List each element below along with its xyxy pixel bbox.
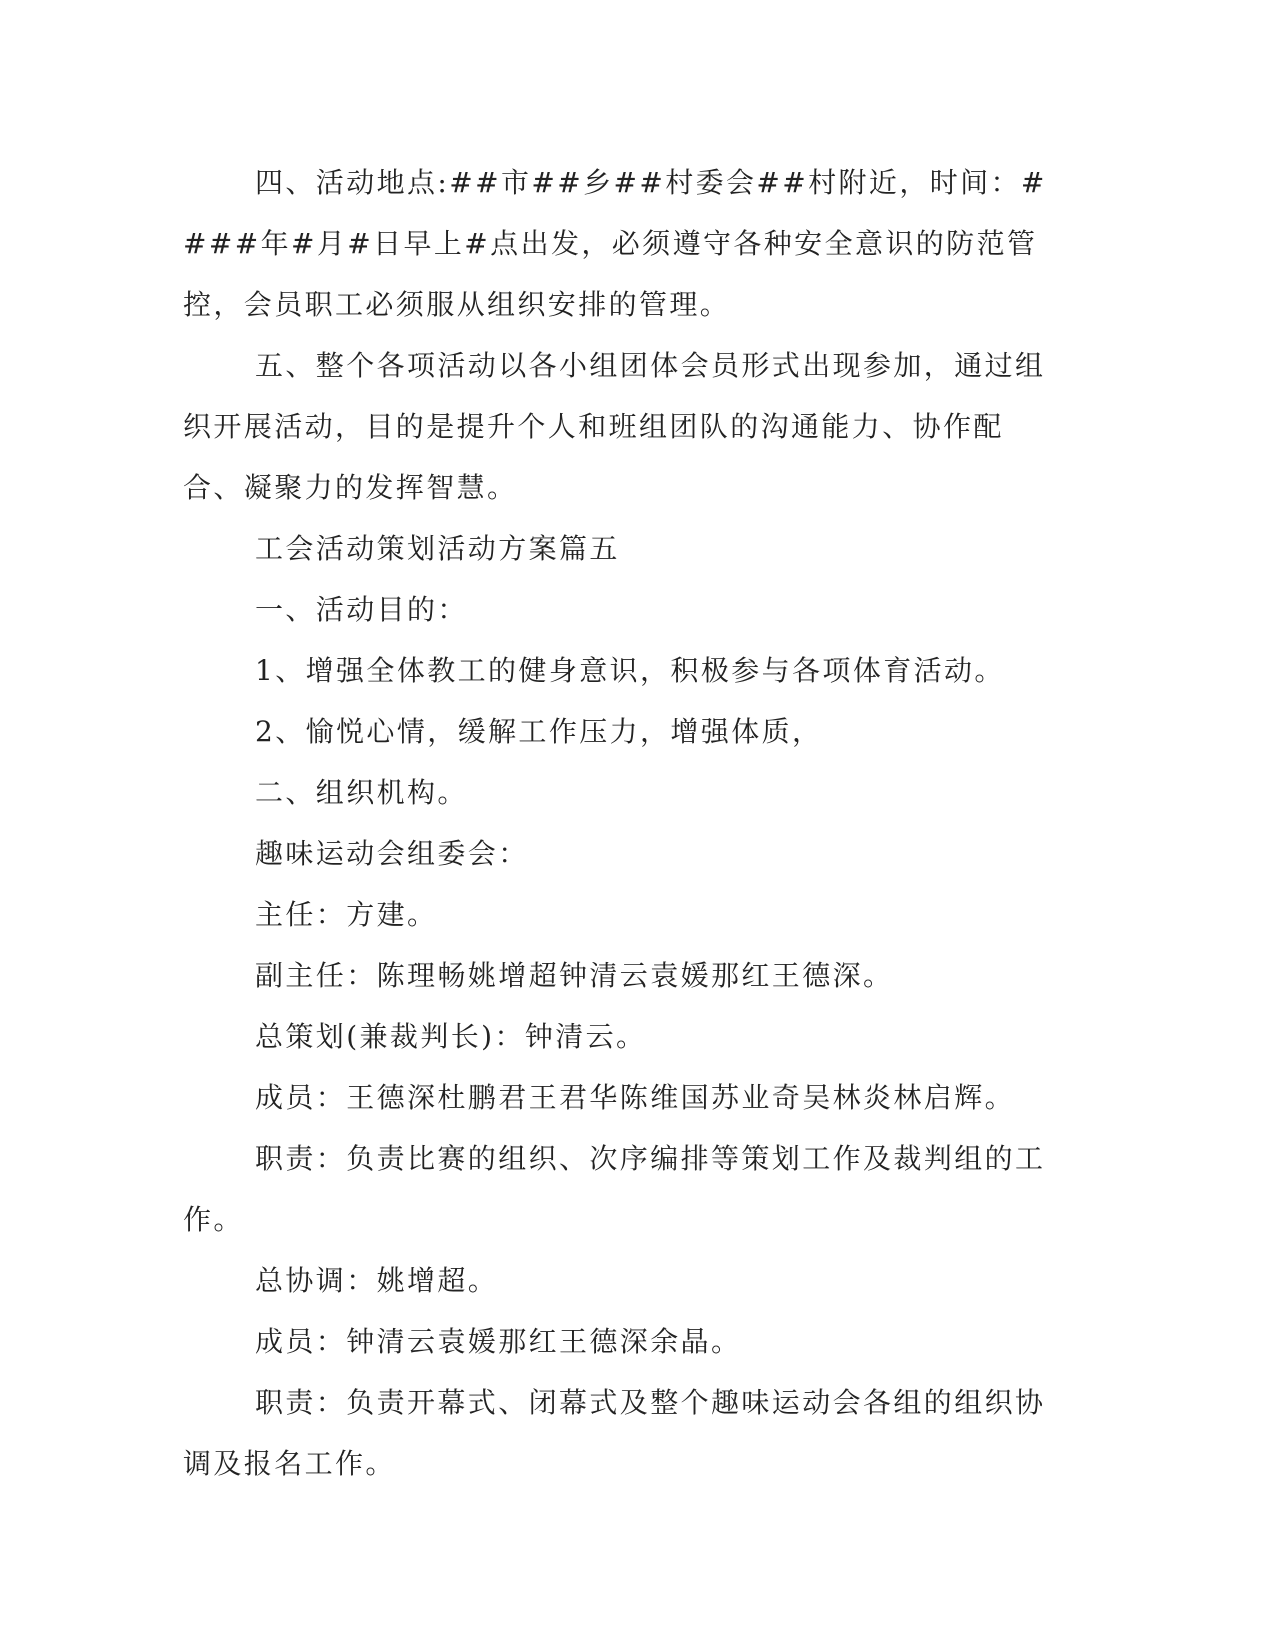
heading-purpose: 一、活动目的： [255,593,468,626]
section-title: 工会活动策划活动方案篇五 [255,532,620,565]
chief-coordinator: 总协调：姚增超。 [255,1264,499,1297]
deputy-directors: 副主任：陈理畅姚增超钟清云袁媛那红王德深。 [255,959,894,992]
coordination-duties: 职责：负责开幕式、闭幕式及整个趣味运动会各组的组织协调及报名工作。 [183,1386,1046,1480]
planning-duties: 职责：负责比赛的组织、次序编排等策划工作及裁判组的工作。 [183,1142,1046,1236]
coordination-members: 成员：钟清云袁媛那红王德深余晶。 [255,1325,742,1358]
heading-organization: 二、组织机构。 [255,776,468,809]
purpose-item-1: 1、增强全体教工的健身意识，积极参与各项体育活动。 [255,654,1005,687]
purpose-item-2: 2、愉悦心情，缓解工作压力，增强体质， [255,715,823,748]
planning-members: 成员：王德深杜鹏君王君华陈维国苏业奇吴林炎林启辉。 [255,1081,1016,1114]
director: 主任：方建。 [255,898,438,931]
committee-title: 趣味运动会组委会： [255,837,529,870]
chief-planner: 总策划(兼裁判长)：钟清云。 [255,1020,647,1053]
document-body [183,152,1053,1494]
paragraph-activity-form: 五、整个各项活动以各小组团体会员形式出现参加，通过组织开展活动，目的是提升个人和班组团队的沟通能力、协作配合、凝聚力的发挥智慧。 [183,349,1046,504]
paragraph-location-time: 四、活动地点:##市##乡##村委会##村附近，时间：####年#月#日早上#点出发，必须遵守各种安全意识的防范管控，会员职工必须服从组织安排的管理。 [183,166,1047,321]
